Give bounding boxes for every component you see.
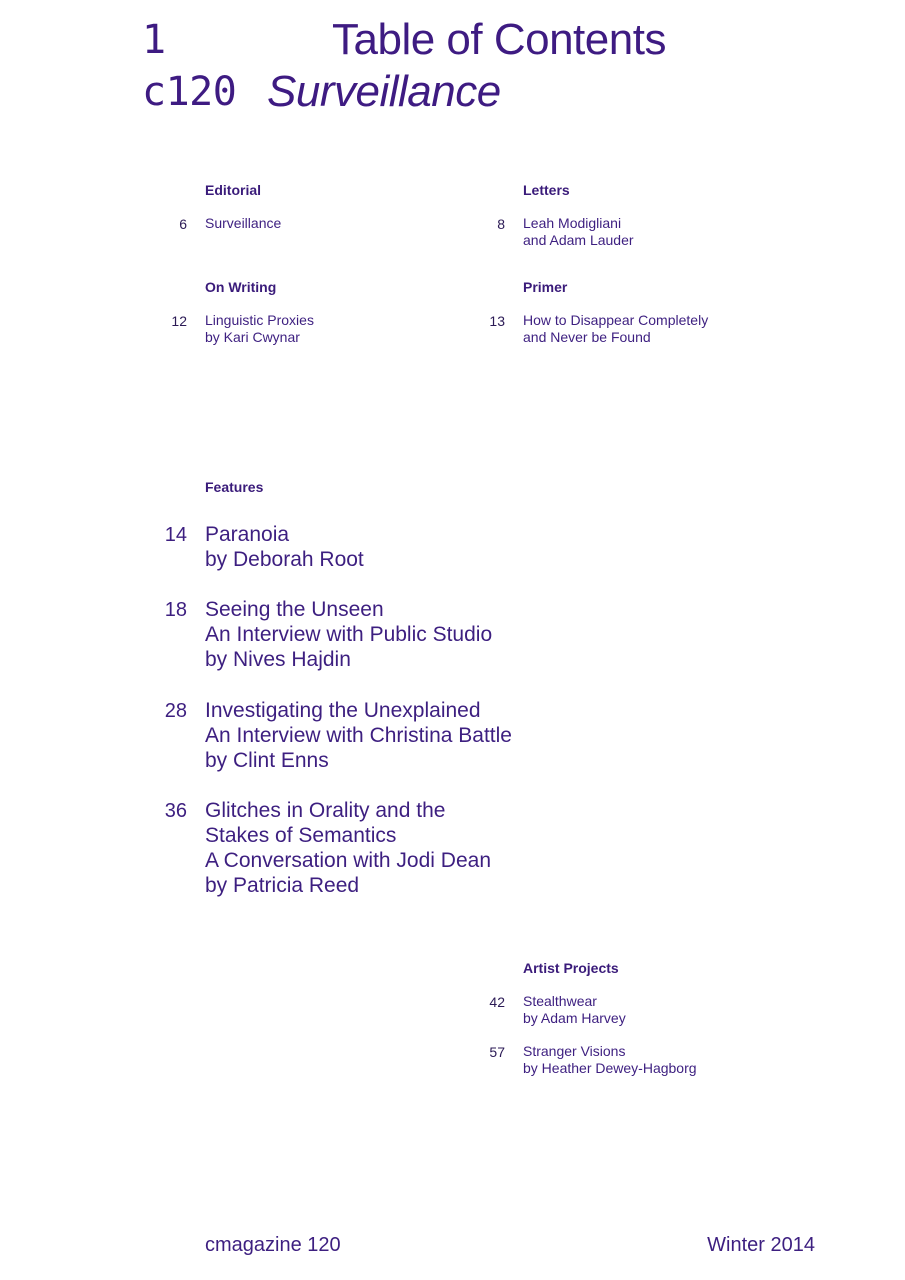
toc-entry-line: Surveillance xyxy=(205,215,282,231)
footer-magazine: cmagazine 120 xyxy=(205,1234,341,1256)
toc-entry-line: An Interview with Christina Battle xyxy=(205,724,512,747)
footer-season: Winter 2014 xyxy=(707,1234,815,1256)
toc-entry-line: Seeing the Unseen xyxy=(205,598,384,621)
toc-entry-line: Stranger Visions xyxy=(523,1043,626,1059)
section-heading-letters: Letters xyxy=(523,182,570,198)
toc-entry-line: by Clint Enns xyxy=(205,749,329,772)
section-heading-features: Features xyxy=(205,479,264,495)
toc-entry-line: Stakes of Semantics xyxy=(205,824,397,847)
toc-page-number: 57 xyxy=(489,1044,505,1060)
toc-entry-glitches-in-orality[interactable] xyxy=(205,798,491,898)
toc-entry-line: Leah Modigliani xyxy=(523,215,622,231)
toc-entry-how-to-disappear[interactable] xyxy=(523,312,708,346)
toc-page-number: 42 xyxy=(489,994,505,1010)
toc-entry-line: by Deborah Root xyxy=(205,548,364,571)
toc-page-number: 28 xyxy=(164,700,187,722)
toc-entry-line: Investigating the Unexplained xyxy=(205,699,481,722)
toc-entry-surveillance[interactable] xyxy=(205,215,281,232)
toc-page-number: 14 xyxy=(164,524,187,546)
issue-theme: Surveillance xyxy=(267,67,501,116)
toc-entry-line: and Adam Lauder xyxy=(523,232,634,248)
issue-number: c120 xyxy=(142,69,237,115)
toc-entry-line: An Interview with Public Studio xyxy=(205,623,493,646)
section-heading-primer: Primer xyxy=(523,279,568,295)
toc-page-number: 18 xyxy=(164,599,187,621)
toc-entry-line: by Kari Cwynar xyxy=(205,329,300,345)
toc-entry-line: How to Disappear Completely xyxy=(523,312,709,328)
toc-entry-line: and Never be Found xyxy=(523,329,651,345)
section-heading-on-writing: On Writing xyxy=(205,279,277,295)
toc-page-number: 8 xyxy=(497,216,505,232)
toc-entry-investigating-the-unexplained[interactable] xyxy=(205,698,512,773)
toc-entry-stealthwear[interactable] xyxy=(523,993,626,1027)
page-number: 1 xyxy=(142,17,166,63)
toc-entry-line: Linguistic Proxies xyxy=(205,312,314,328)
toc-page-number: 13 xyxy=(489,313,505,329)
page-title: Table of Contents xyxy=(332,15,666,64)
toc-entry-line: by Nives Hajdin xyxy=(205,648,351,671)
toc-entry-line: by Heather Dewey-Hagborg xyxy=(523,1060,697,1076)
toc-entry-seeing-the-unseen[interactable] xyxy=(205,597,492,672)
toc-entry-line: by Patricia Reed xyxy=(205,874,360,897)
toc-page-number: 6 xyxy=(179,216,187,232)
toc-entry-paranoia[interactable] xyxy=(205,522,364,572)
section-heading-editorial: Editorial xyxy=(205,182,262,198)
toc-page-number: 12 xyxy=(171,313,187,329)
toc-entry-linguistic-proxies[interactable] xyxy=(205,312,314,346)
toc-entry-letters[interactable] xyxy=(523,215,634,249)
section-heading-artist-projects: Artist Projects xyxy=(523,960,619,976)
toc-entry-stranger-visions[interactable] xyxy=(523,1043,697,1077)
toc-entry-line: Paranoia xyxy=(205,523,290,546)
toc-entry-line: A Conversation with Jodi Dean xyxy=(205,849,491,872)
toc-page-number: 36 xyxy=(164,800,187,822)
toc-entry-line: by Adam Harvey xyxy=(523,1010,626,1026)
toc-entry-line: Stealthwear xyxy=(523,993,597,1009)
toc-entry-line: Glitches in Orality and the xyxy=(205,799,446,822)
